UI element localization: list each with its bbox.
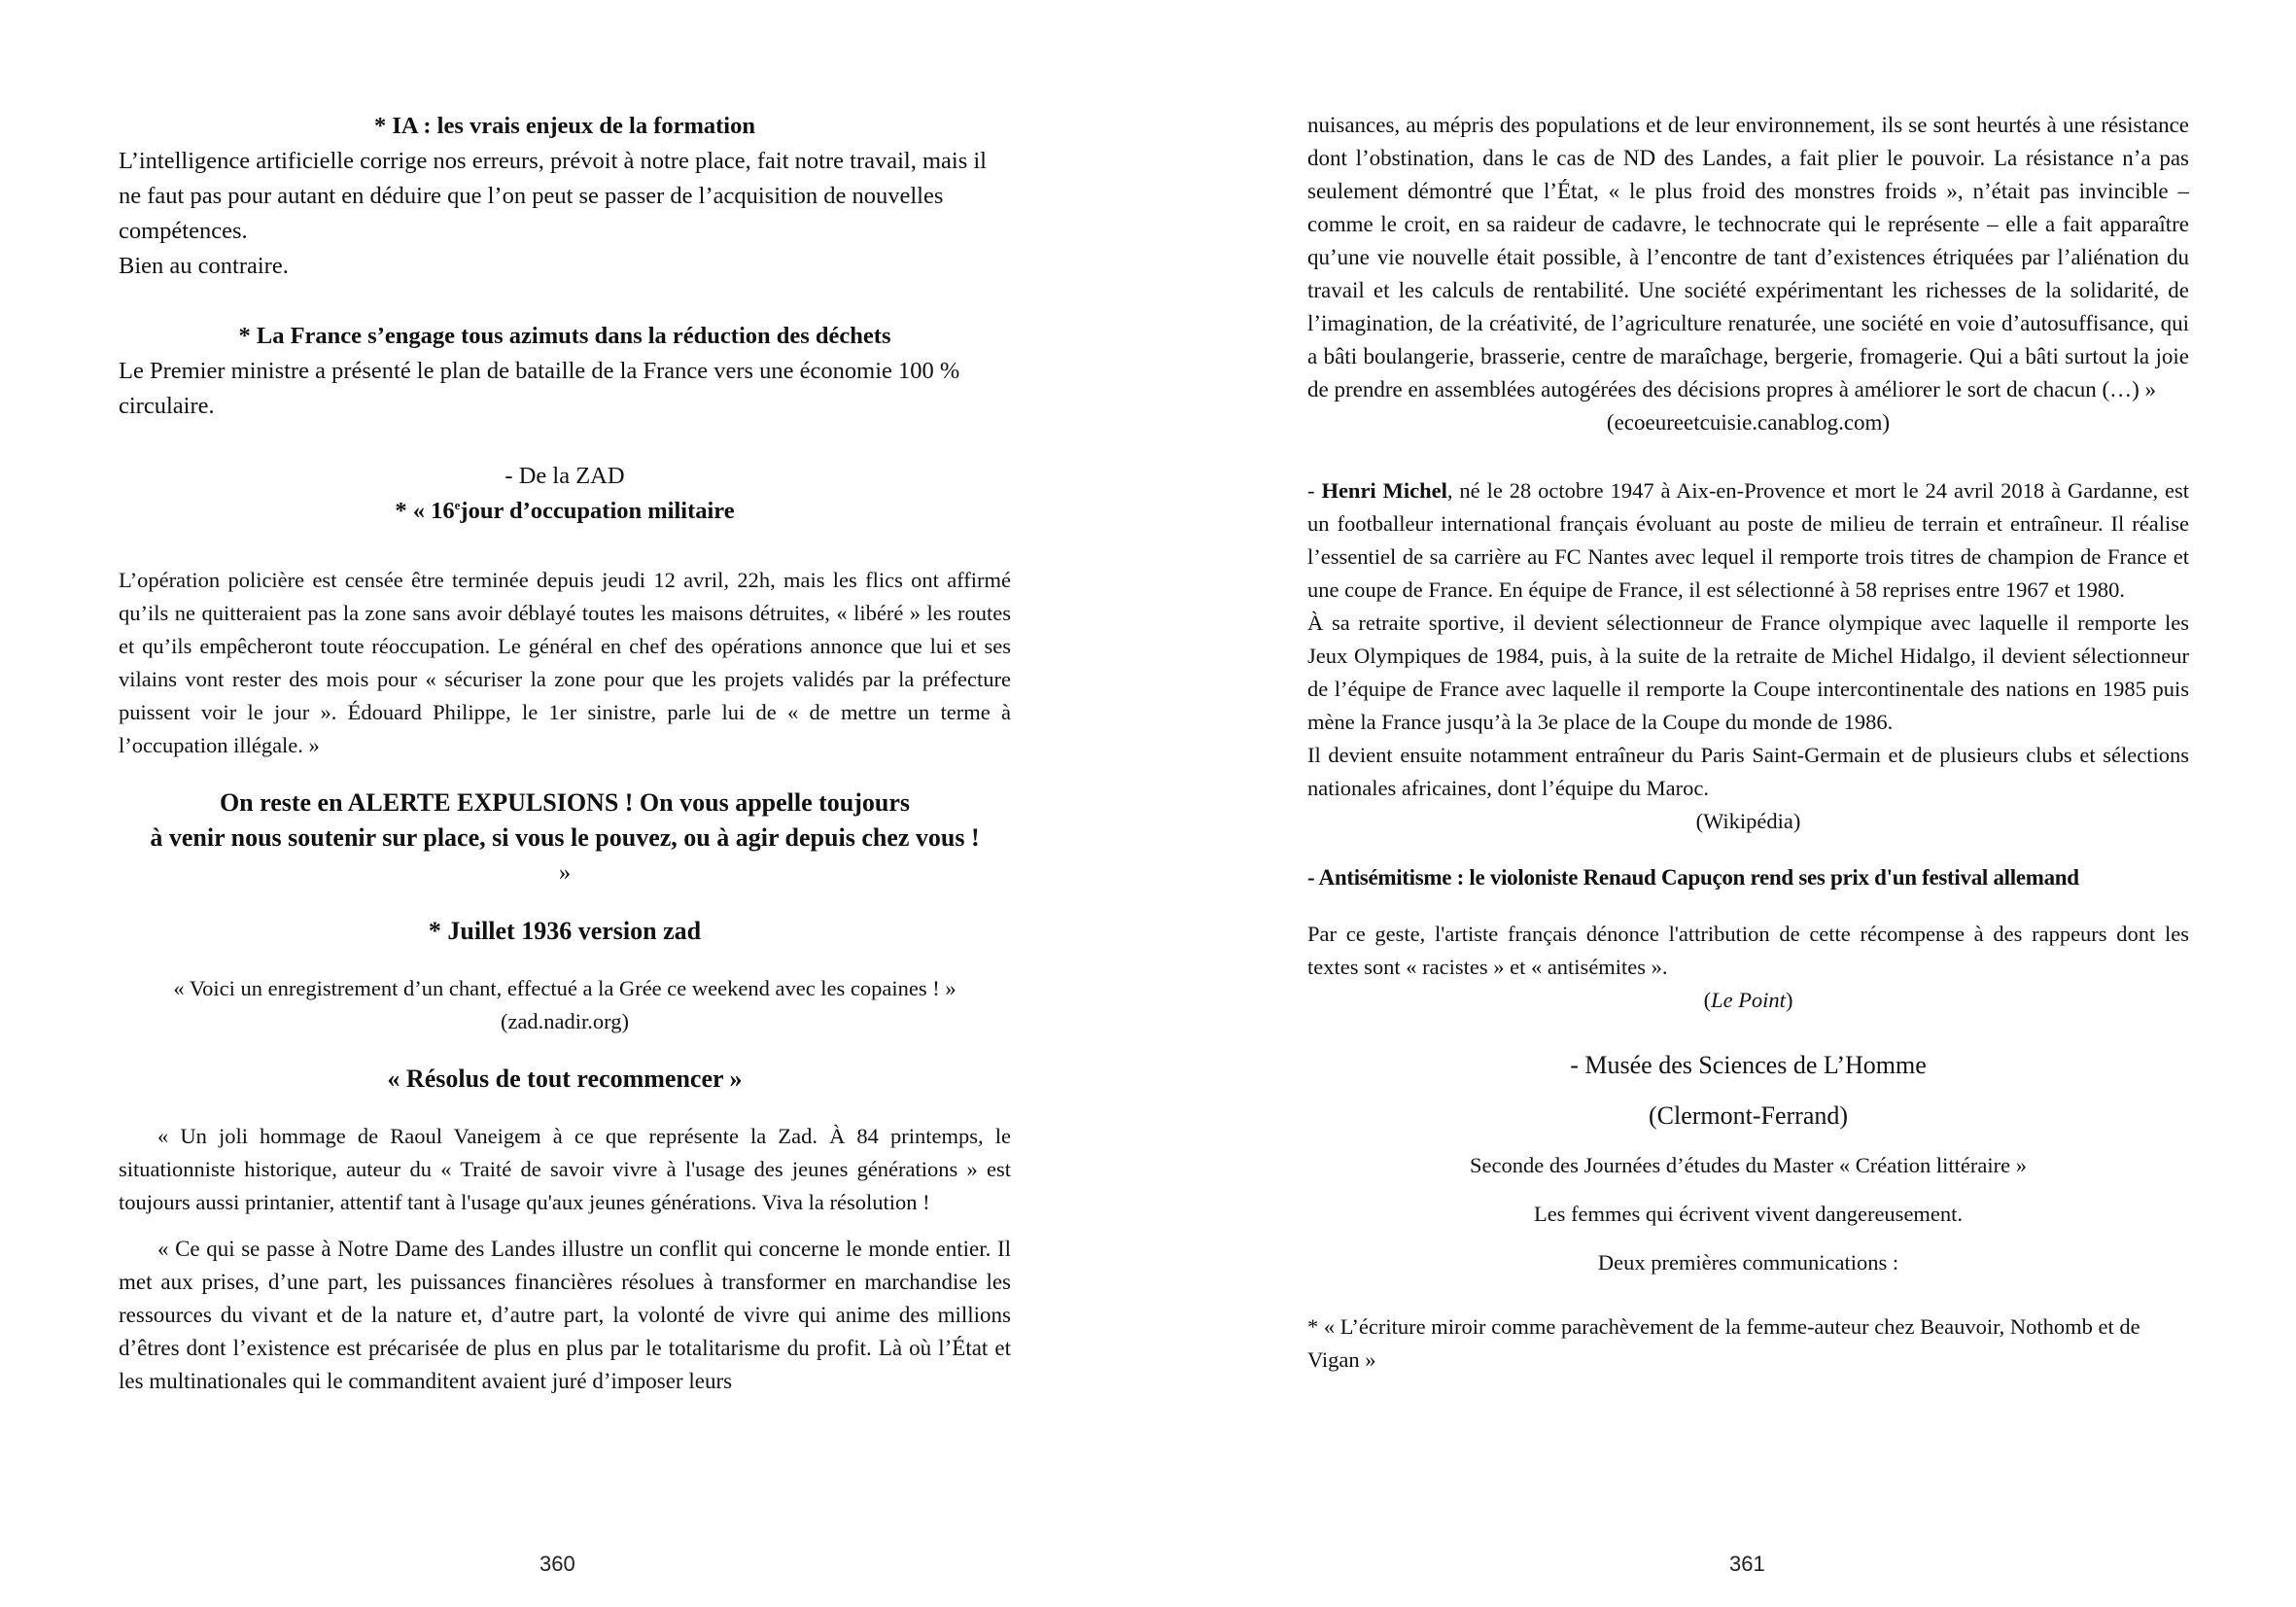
juillet-heading: * Juillet 1936 version zad — [428, 917, 702, 945]
henri-michel-para-1 — [1307, 474, 2189, 607]
ia-body-2: Bien au contraire. — [119, 253, 289, 279]
zad-body: L’opération policière est censée être terminée depuis jeudi 12 avril, 22h, mais les flics ont affirmé qu’ils ne quitteraient pas la zone sans avoir déblayé toutes les maisons détruites, « libéré » les routes et qu’ils empêcheront toute réoccupation. Le général en chef des opérations annonce que lui et ses vilains vont rester des mois pour « sécuriser la zone pour que les projets validés par la préfecture puissent voir le jour ». Édouard Philippe, le 1er sinistre, parle lui de « de mettre un terme à l’occupation illégale. » — [119, 568, 1011, 757]
ia-body: L’intelligence artificielle corrige nos erreurs, prévoit à notre place, fait notre travail, mais il ne faut pas pour autant en déduire que l’on peut se passer de l’acquisition de nouvelles compétences. — [119, 148, 987, 244]
juillet-quote: « Voici un enregistrement d’un chant, effectué a la Grée ce weekend avec les copaines ! » — [173, 976, 957, 1000]
zad-heading — [119, 494, 1011, 529]
capucon-body: Par ce geste, l'artiste français dénonce l'attribution de cette récompense à des rappeurs dont les textes sont « racistes » et « antisémites ». — [1307, 922, 2189, 979]
dechets-heading: * La France s’engage tous azimuts dans la réduction des déchets — [238, 323, 891, 349]
zad-section-title: - De la ZAD — [504, 463, 625, 489]
right-page-text-column — [1307, 109, 2189, 1377]
zad-heading-prefix: * « 16 — [395, 498, 455, 524]
vaneigem-source: (ecoeureetcuisie.canablog.com) — [1606, 410, 1891, 435]
musee-line-3: Deux premières communications : — [1597, 1250, 1899, 1275]
capucon-source-close: ) — [1785, 988, 1793, 1012]
capucon-source — [1307, 984, 2189, 1017]
zad-heading-sup: e — [454, 497, 461, 512]
henri-michel-source: (Wikipédia) — [1695, 809, 1801, 833]
ia-heading: * IA : les vrais enjeux de la formation — [374, 113, 755, 139]
henri-michel-body-1: , né le 28 octobre 1947 à Aix-en-Provence et mort le 24 avril 2018 à Gardanne, est un footballeur international français évoluant au poste de milieu de terrain et entraîneur. Il réalise l’essentiel de sa carrière au FC Nantes avec lequel il remporte trois titres de champion de France et une coupe de France. En équipe de France, il est sélectionné à 58 reprises entre 1967 et 1980. — [1307, 478, 2190, 602]
capucon-heading: - Antisémitisme : le violoniste Renaud Capuçon rend ses prix d'un festival allemand — [1307, 865, 2079, 890]
henri-michel-name: Henri Michel — [1321, 478, 1447, 503]
resolus-para-2: « Ce qui se passe à Notre Dame des Landes illustre un conflit qui concerne le monde entier. Il met aux prises, d’une part, les puissances financières résolues à transformer en marchandise les ressources du vivant et de la nature et, d’autre part, la volonté de vivre qui anime des millions d’êtres dont l’existence est précarisée de plus en plus par le totalitarisme du profit. Là où l’État et les multinationales qui le commanditent avaient juré d’imposer leurs — [119, 1237, 1011, 1393]
musee-item-1: * « L’écriture miroir comme parachèvement de la femme-auteur chez Beauvoir, Nothomb et de Vigan » — [1307, 1314, 2140, 1372]
zad-heading-suffix: jour d’occupation militaire — [460, 498, 735, 524]
musee-title: - Musée des Sciences de L’Homme — [1570, 1051, 1927, 1079]
henri-michel-para-3: Il devient ensuite notamment entraîneur du Paris Saint-Germain et de plusieurs clubs et sélections nationales africaines, dont l’équipe du Maroc. — [1307, 743, 2189, 800]
capucon-source-open: ( — [1703, 988, 1712, 1012]
page-number-right: 361 — [1729, 1552, 1765, 1576]
zad-alert-close: » — [558, 859, 572, 886]
zad-alert-line-1: On reste en ALERTE EXPULSIONS ! On vous appelle toujours — [219, 788, 911, 817]
vaneigem-continued-body: nuisances, au mépris des populations et de leur environnement, ils se sont heurtés à une résistance dont l’obstination, dans le cas de ND des Landes, a fait plier le pouvoir. La résistance n’a pas seulement démontré que l’État, « le plus froid des monstres froids », n’était pas invincible – comme le croit, en sa raideur de cadavre, le technocrate qui le représente – elle a fait apparaître qu’une vie nouvelle était possible, à l’encontre de tant d’existences étriquées par l’aliénation du travail et les calculs de rentabilité. Une société expérimentant les richesses de la solidarité, de l’imagination, de la créativité, de l’agriculture renaturée, une société en voie d’autosuffisance, qui a bâti boulangerie, brasserie, centre de maraîchage, bergerie, fromagerie. Qui a bâti surtout la joie de prendre en assemblées autogérées des décisions propres à améliorer le sort de chacun (…) » — [1307, 113, 2189, 402]
page-number-left: 360 — [539, 1552, 575, 1576]
musee-line-2: Les femmes qui écrivent vivent dangereusement. — [1533, 1202, 1964, 1226]
zad-alert-line-2: à venir nous soutenir sur place, si vous le pouvez, ou à agir depuis chez vous ! — [150, 823, 980, 852]
henri-michel-para-2: À sa retraite sportive, il devient sélectionneur de France olympique avec laquelle il remporte les Jeux Olympiques de 1984, puis, à la suite de la retraite de Michel Hidalgo, il devient sélectionneur de l’équipe de France avec laquelle il remporte la Coupe intercontinentale des nations en 1985 puis mène la France jusqu’à la 3e place de la Coupe du monde de 1986. — [1307, 611, 2189, 734]
juillet-source: (zad.nadir.org) — [500, 1009, 630, 1033]
capucon-source-name: Le Point — [1711, 988, 1786, 1012]
musee-line-1: Seconde des Journées d’études du Master « Création littéraire » — [1470, 1153, 2027, 1177]
left-page-text-column — [119, 109, 1011, 1398]
musee-location: (Clermont-Ferrand) — [1648, 1101, 1849, 1130]
resolus-para-1: « Un joli hommage de Raoul Vaneigem à ce que représente la Zad. À 84 printemps, le situationniste historique, auteur du « Traité de savoir vivre à l'usage des jeunes générations » est toujours aussi printanier, attentif tant à l'usage qu'aux jeunes générations. Viva la résolution ! — [119, 1124, 1011, 1214]
right-page — [1148, 0, 2296, 1607]
dechets-body: Le Premier ministre a présenté le plan de bataille de la France vers une économie 100 % circulaire. — [119, 358, 960, 419]
henri-michel-dash: - — [1307, 478, 1322, 503]
resolus-heading: « Résolus de tout recommencer » — [387, 1065, 743, 1093]
